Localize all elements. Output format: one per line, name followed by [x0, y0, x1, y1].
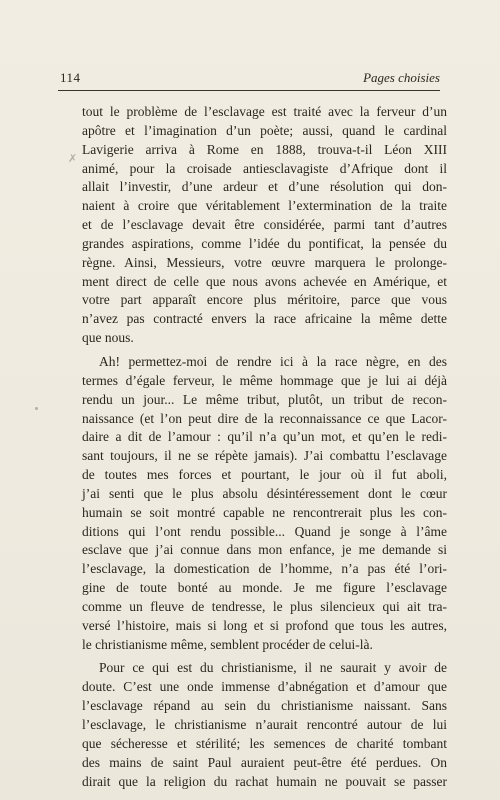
text-line: allait l’investir, d’une ardeur et d’une résolution qui don-: [82, 179, 447, 195]
margin-dot-icon: [35, 407, 38, 410]
text-line: ditions qui l’ont rendu possible... Quand je songe à l’âme: [82, 523, 447, 539]
text-line: naient à croire que véritablement l’extermination de la traite: [82, 198, 447, 214]
page-header: [58, 66, 440, 91]
text-line: dirait que la religion du rachat humain ne pouvait se passer: [82, 773, 447, 789]
text-line: rendu un jour... Le même tribut, plutôt, un tribut de recon-: [82, 391, 447, 407]
text-line: ment direct de celle que nous avons achevée en Amérique, et: [82, 273, 447, 289]
text-line: Pour ce qui est du christianisme, il ne saurait y avoir de: [99, 660, 447, 676]
text-line: Ah! permettez-moi de rendre ici à la race nègre, en des: [99, 353, 447, 369]
text-line: règne. Ainsi, Messieurs, votre œuvre marquera le prolonge-: [82, 254, 447, 270]
text-line: n’avez pas contracté envers la race africaine la même dette: [82, 311, 447, 327]
text-line: comme un fleuve de tendresse, le plus silencieux qui ait tra-: [82, 598, 447, 614]
paragraph-1: [82, 103, 447, 348]
text-line: l’esclavage répand au sein du christianisme naissant. Sans: [82, 698, 447, 714]
text-line: sant toujours, il ne se répète jamais). J’ai combattu l’esclavage: [82, 448, 447, 464]
text-line: des mains de saint Paul auraient peut-être été perdues. On: [82, 754, 447, 770]
pencil-mark-icon: ✗: [68, 152, 78, 165]
text-line: que nous.: [82, 330, 134, 346]
text-line: animé, pour la croisade antiesclavagiste d’Afrique dont il: [82, 160, 447, 176]
text-line: l’esclavage, la domestication de l’homme, n’a pas été l’ori-: [82, 561, 447, 577]
text-line: de toutes mes forces et pourtant, le jour où il fut aboli,: [82, 467, 447, 483]
text-line: daire a dit de l’amour : qu’il n’a qu’un mot, et qu’en le redi-: [82, 429, 447, 445]
body-text: [82, 103, 447, 791]
text-line: votre part apparaît encore plus méritoire, parce que vous: [82, 292, 447, 308]
text-line: l’esclavage, le christianisme n’aurait rencontré autour de lui: [82, 717, 447, 732]
text-line: termes d’égale ferveur, le même hommage que je lui ai déjà: [82, 372, 447, 388]
paragraph-2: [82, 353, 447, 655]
text-line: j’ai senti que le plus absolu désintéressement dont le cœur: [82, 485, 447, 501]
text-line: esclave que j’ai connue dans mon enfance, je me demande si: [82, 542, 447, 558]
text-line: le christianisme même, semblent procéder de celui-là.: [82, 636, 373, 652]
text-line: Lavigerie arriva à Rome en 1888, trouva-t-il Léon XIII: [82, 141, 447, 157]
text-line: apôtre et l’imagination d’un poète; aussi, quand le cardinal: [82, 122, 447, 138]
paragraph-3: [82, 659, 447, 791]
text-line: tout le problème de l’esclavage est traité avec la ferveur d’un: [82, 104, 447, 119]
page-number: 114: [60, 70, 81, 85]
text-line: doute. C’est une onde immense d’abnégation et d’amour que: [82, 679, 447, 695]
text-line: et de l’esclavage devait être considérée, parmi tant d’autres: [82, 217, 447, 233]
text-line: gine de toute bonté au monde. Je me figure l’esclavage: [82, 580, 447, 596]
text-line: grandes aspirations, comme l’idée du pontificat, la pensée du: [82, 235, 447, 251]
running-title: Pages choisies: [363, 70, 440, 85]
text-line: que sécheresse et stérilité; les semences de charité tombant: [82, 735, 447, 751]
text-line: humain se soit montré capable ne rencontrerait plus les con-: [82, 504, 447, 520]
text-line: naissance (et l’on peut dire de la reconnaissance ce que Lacor-: [82, 410, 447, 426]
text-line: versé l’histoire, mais si long et si profond que tous les autres,: [82, 617, 447, 633]
